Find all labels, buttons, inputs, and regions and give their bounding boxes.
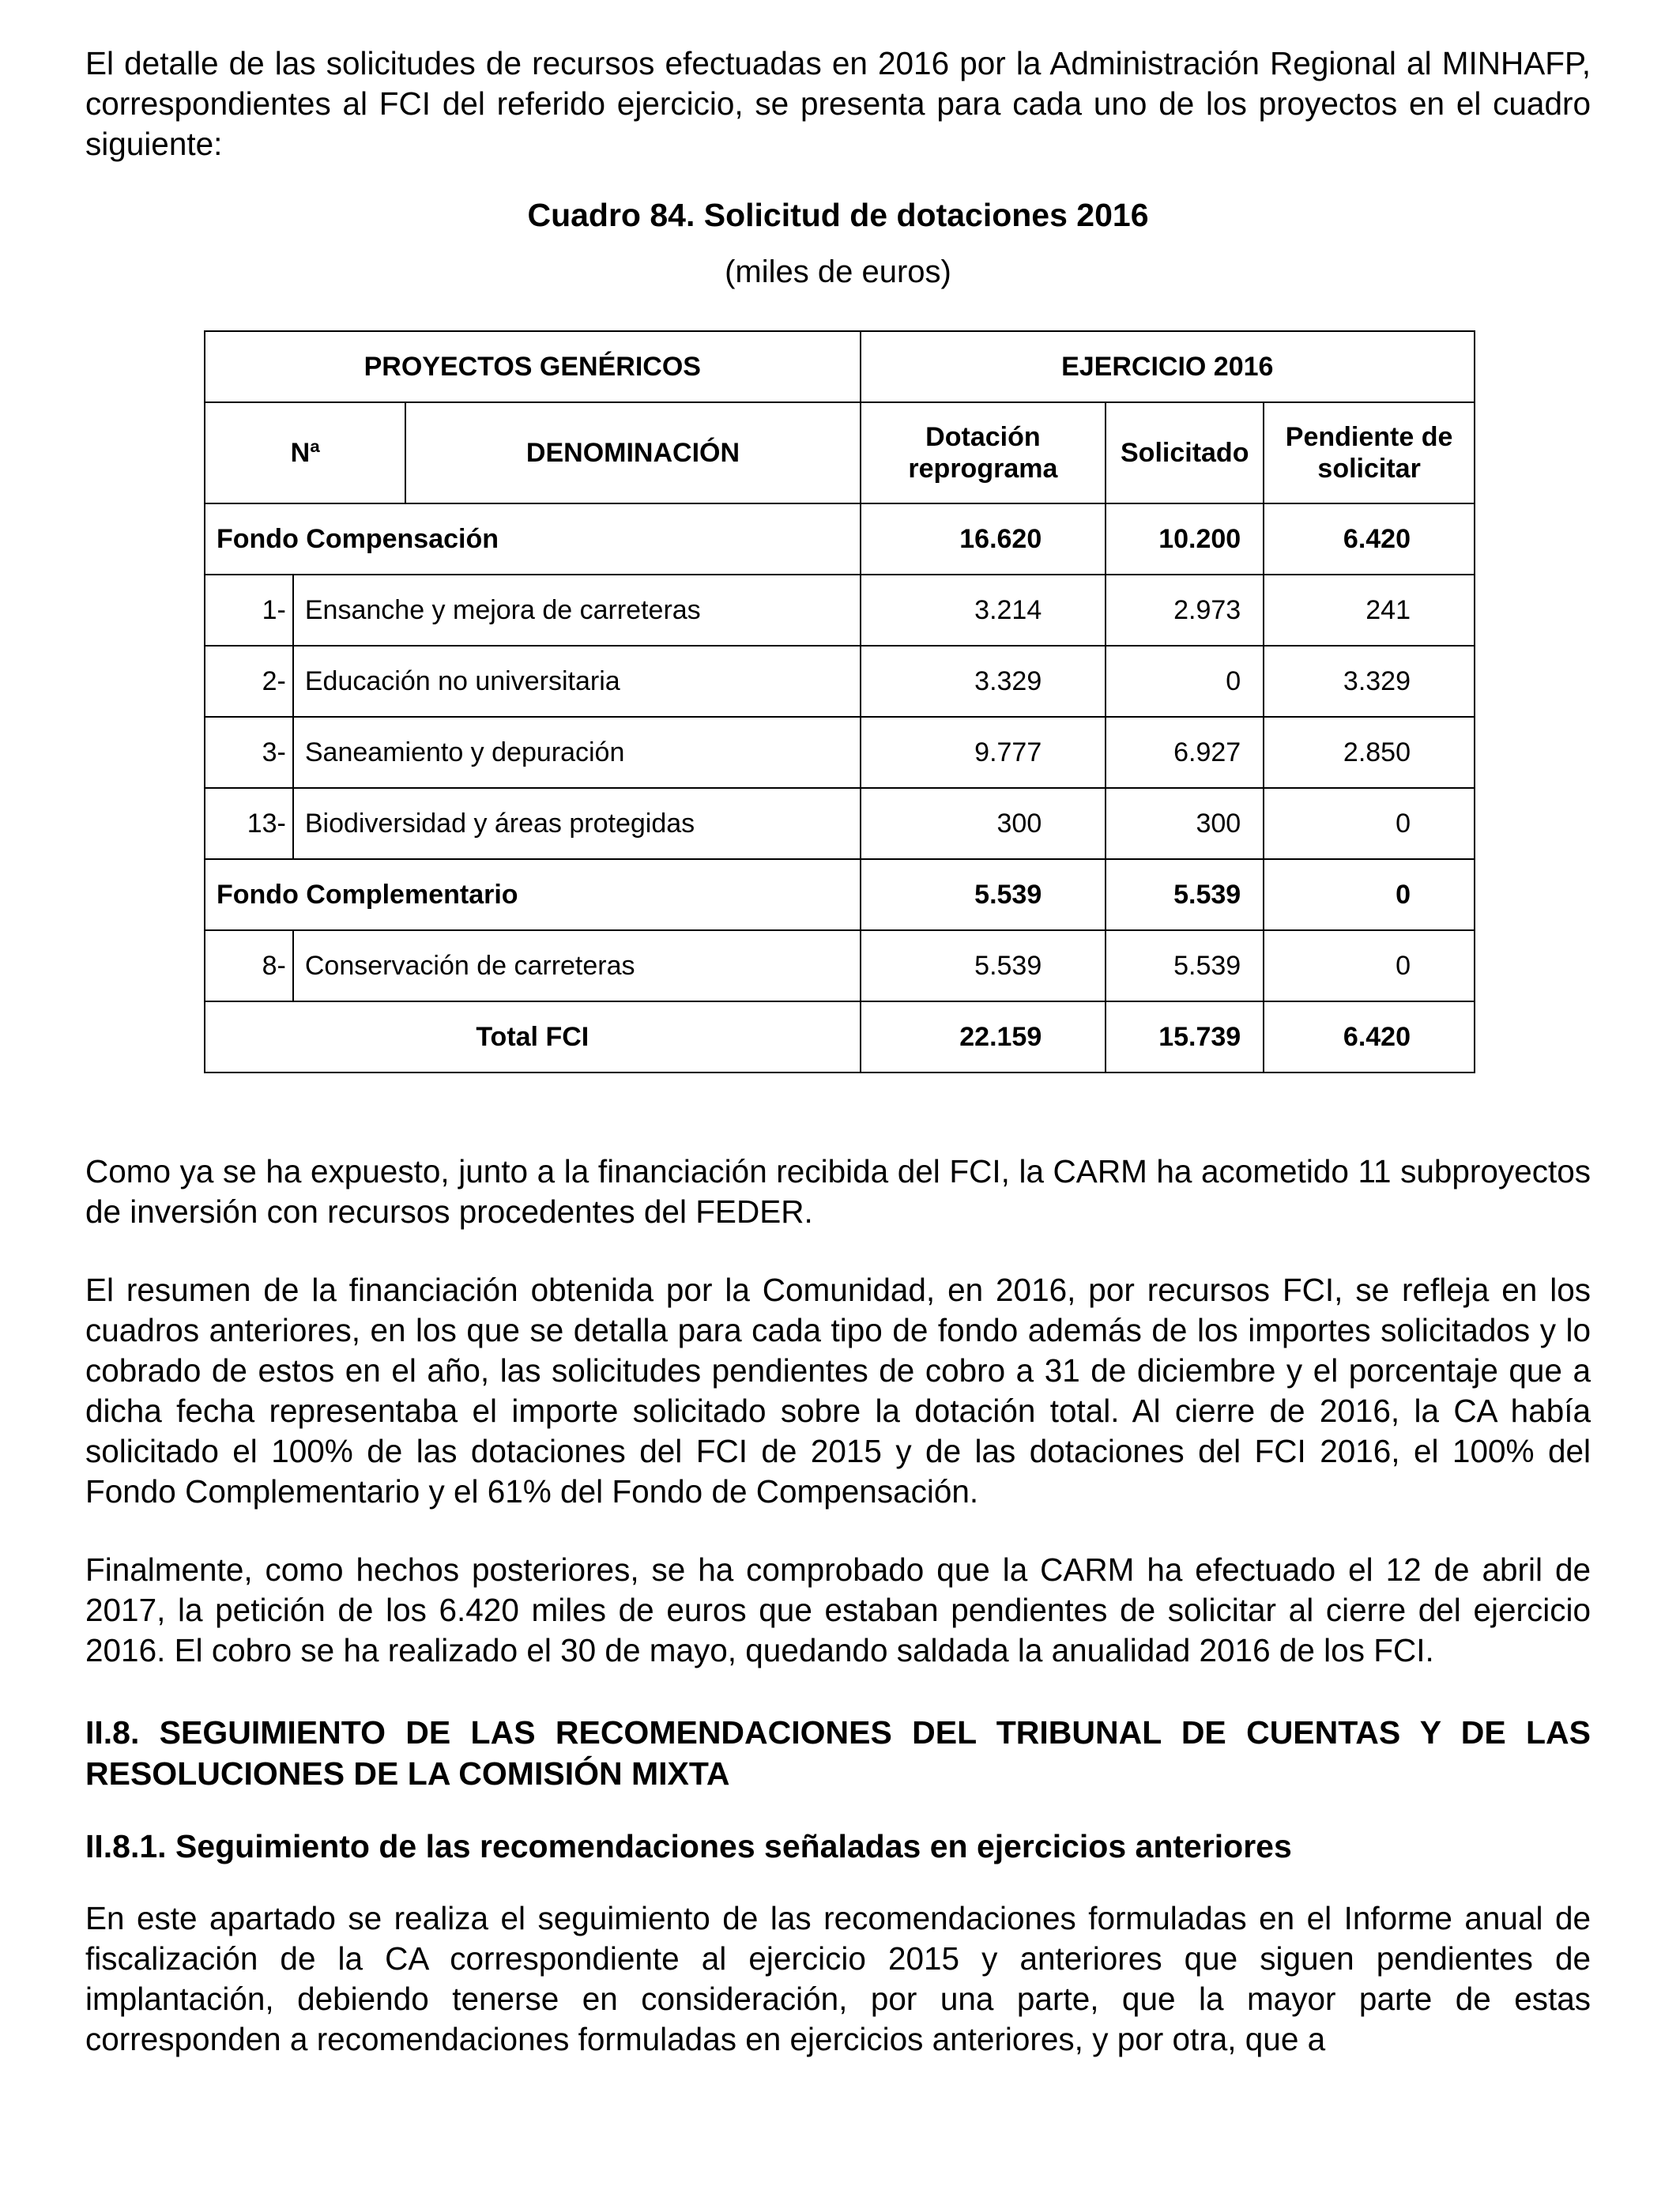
total-solicitado: 15.739	[1106, 1001, 1264, 1072]
table-unit: (miles de euros)	[725, 254, 951, 289]
paragraph-resumen: El resumen de la financiación obtenida por la Comunidad, en 2016, por recursos FCI, se refleja en los cuadros anteriores, en los que se detalla para cada tipo de fondo además de los importes solicitados y lo cobrado de estos en el año, las solicitudes pendientes de cobro a 31 de diciembre y el porcentaje que a dicha fecha representaba el importe solicitado sobre la dotación total. Al cierre de 2016, la CA había solicitado el 100% de las dotaciones del FCI de 2015 y de las dotaciones del FCI 2016, el 100% del Fondo Complementario y el 61% del Fondo de Compensación.	[85, 1272, 1591, 1510]
header-num: Nª	[205, 402, 405, 503]
row-pendiente: 3.329	[1264, 646, 1475, 717]
row-solicitado: 300	[1106, 788, 1264, 859]
row-num: 1-	[205, 575, 293, 646]
fondo-complementario-dotacion: 5.539	[861, 859, 1106, 930]
table-row	[205, 930, 1475, 1001]
row-dotacion: 3.329	[861, 646, 1106, 717]
row-num: 13-	[205, 788, 293, 859]
fondo-complementario-row	[205, 859, 1475, 930]
fondo-complementario-solicitado: 5.539	[1106, 859, 1264, 930]
fondo-compensacion-pendiente: 6.420	[1264, 503, 1475, 575]
page-top	[85, 43, 1591, 292]
row-dotacion: 300	[861, 788, 1106, 859]
row-pendiente: 241	[1264, 575, 1475, 646]
table-row	[205, 717, 1475, 788]
page-body	[85, 1152, 1591, 2060]
row-pendiente: 2.850	[1264, 717, 1475, 788]
table-header-row	[205, 402, 1475, 503]
dotaciones-table	[204, 330, 1475, 1073]
row-num: 8-	[205, 930, 293, 1001]
row-denominacion: Saneamiento y depuración	[293, 717, 861, 788]
header-denominacion: DENOMINACIÓN	[405, 402, 860, 503]
row-denominacion: Educación no universitaria	[293, 646, 861, 717]
total-pendiente: 6.420	[1264, 1001, 1475, 1072]
paragraph-feder: Como ya se ha expuesto, junto a la financiación recibida del FCI, la CARM ha acometido 11 subproyectos de inversión con recursos procedentes del FEDER.	[85, 1153, 1591, 1230]
paragraph-seguimiento: En este apartado se realiza el seguimiento de las recomendaciones formuladas en el Informe anual de fiscalización de la CA correspondiente al ejercicio 2015 y anteriores que siguen pendientes de implantación, debiendo tenerse en consideración, por una parte, que la mayor parte de estas corresponden a recomendaciones formuladas en ejercicios anteriores, y por otra, que a	[85, 1900, 1591, 2057]
header-dotacion: Dotación reprograma	[861, 402, 1106, 503]
fondo-complementario-pendiente: 0	[1264, 859, 1475, 930]
table-row	[205, 788, 1475, 859]
fondo-compensacion-solicitado: 10.200	[1106, 503, 1264, 575]
table-row	[205, 575, 1475, 646]
section-heading: II.8. SEGUIMIENTO DE LAS RECOMENDACIONES DEL TRIBUNAL DE CUENTAS Y DE LAS RESOLUCIONES DE LA COMISIÓN MIXTA	[85, 1714, 1591, 1792]
row-dotacion: 9.777	[861, 717, 1106, 788]
row-denominacion: Biodiversidad y áreas protegidas	[293, 788, 861, 859]
paragraph-hechos-posteriores: Finalmente, como hechos posteriores, se ha comprobado que la CARM ha efectuado el 12 de abril de 2017, la petición de los 6.420 miles de euros que estaban pendientes de solicitar al cierre del ejercicio 2016. El cobro se ha realizado el 30 de mayo, quedando saldada la anualidad 2016 de los FCI.	[85, 1551, 1591, 1668]
row-pendiente: 0	[1264, 788, 1475, 859]
row-solicitado: 6.927	[1106, 717, 1264, 788]
intro-paragraph: El detalle de las solicitudes de recursos efectuadas en 2016 por la Administración Regional al MINHAFP, correspondientes al FCI del referido ejercicio, se presenta para cada uno de los proyectos en el cuadro siguiente:	[85, 45, 1591, 162]
row-pendiente: 0	[1264, 930, 1475, 1001]
subsection-heading: II.8.1. Seguimiento de las recomendaciones señaladas en ejercicios anteriores	[85, 1828, 1292, 1864]
fondo-compensacion-label: Fondo Compensación	[205, 503, 861, 575]
header-ejercicio: EJERCICIO 2016	[861, 331, 1475, 402]
row-solicitado: 0	[1106, 646, 1264, 717]
table-row	[205, 646, 1475, 717]
row-denominacion: Ensanche y mejora de carreteras	[293, 575, 861, 646]
total-label: Total FCI	[205, 1001, 861, 1072]
row-solicitado: 5.539	[1106, 930, 1264, 1001]
header-solicitado: Solicitado	[1106, 402, 1264, 503]
fondo-compensacion-row	[205, 503, 1475, 575]
total-dotacion: 22.159	[861, 1001, 1106, 1072]
total-row	[205, 1001, 1475, 1072]
header-pendiente: Pendiente de solicitar	[1264, 402, 1475, 503]
table-header-group-row	[205, 331, 1475, 402]
row-dotacion: 5.539	[861, 930, 1106, 1001]
fondo-compensacion-dotacion: 16.620	[861, 503, 1106, 575]
row-num: 2-	[205, 646, 293, 717]
fondo-complementario-label: Fondo Complementario	[205, 859, 861, 930]
header-proyectos-genericos: PROYECTOS GENÉRICOS	[205, 331, 861, 402]
row-dotacion: 3.214	[861, 575, 1106, 646]
table-title: Cuadro 84. Solicitud de dotaciones 2016	[527, 197, 1149, 233]
row-num: 3-	[205, 717, 293, 788]
row-denominacion: Conservación de carreteras	[293, 930, 861, 1001]
row-solicitado: 2.973	[1106, 575, 1264, 646]
